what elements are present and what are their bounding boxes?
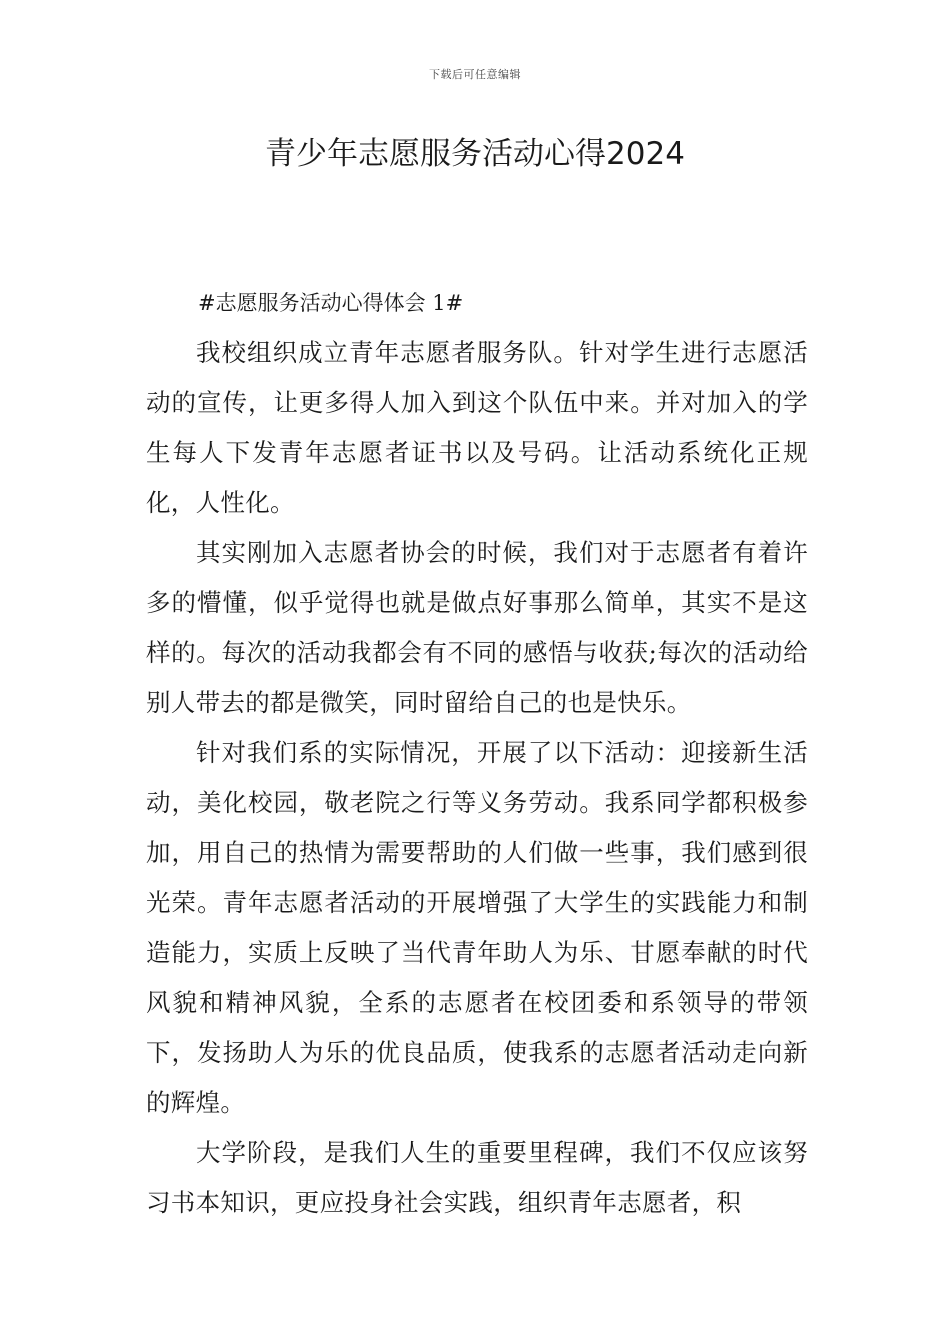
paragraph-3: 针对我们系的实际情况，开展了以下活动：迎接新生活动，美化校园，敬老院之行等义务劳动。我系同学都积极参加，用自己的热情为需要帮助的人们做一些事，我们感到很光荣。青年志愿者活动的开展增强了大学生的实践能力和制造能力，实质上反映了当代青年助人为乐、甘愿奉献的时代风貌和精神风貌，全系的志愿者在校团委和系领导的带领下，发扬助人为乐的优良品质，使我系的志愿者活动走向新的辉煌。	[146, 738, 808, 1117]
section-heading: #志愿服务活动心得体会 1#	[198, 291, 464, 315]
document-body	[146, 278, 808, 1228]
paragraph-4: 大学阶段，是我们人生的重要里程碑，我们不仅应该努习书本知识，更应投身社会实践，组织青年志愿者，积	[146, 1138, 808, 1217]
paragraph-1: 我校组织成立青年志愿者服务队。针对学生进行志愿活动的宣传，让更多得人加入到这个队伍中来。并对加入的学生每人下发青年志愿者证书以及号码。让活动系统化正规化，人性化。	[146, 338, 808, 517]
document-title: 青少年志愿服务活动心得2024	[265, 136, 685, 172]
page-header-note: 下载后可任意编辑	[429, 68, 521, 81]
paragraph-2: 其实刚加入志愿者协会的时候，我们对于志愿者有着许多的懵懂，似乎觉得也就是做点好事那么简单，其实不是这样的。每次的活动我都会有不同的感悟与收获;每次的活动给别人带去的都是微笑，同时留给自己的也是快乐。	[146, 538, 808, 717]
